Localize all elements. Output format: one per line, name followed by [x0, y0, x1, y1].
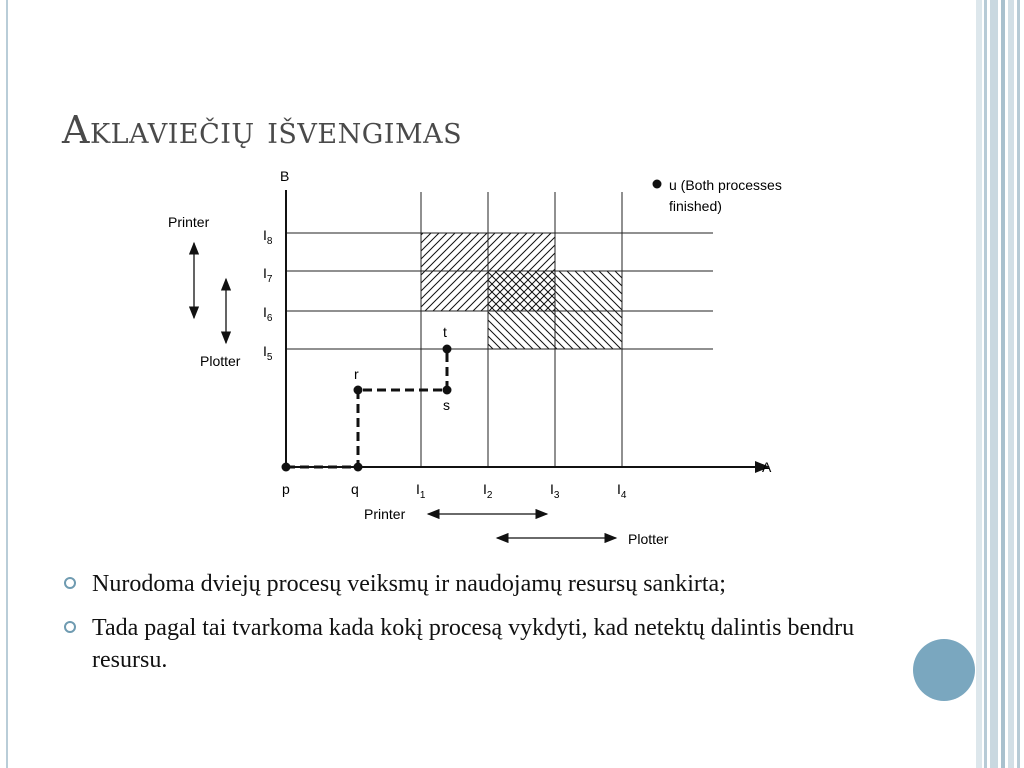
bullet-item	[62, 612, 862, 676]
x-tick-i3: $I_3$	[550, 481, 560, 501]
bottom-printer-label: Printer	[364, 506, 406, 522]
execution-trajectory	[286, 349, 447, 467]
legend-u-line2: finished)	[669, 198, 722, 214]
y-tick-i7: $I_7$	[263, 265, 273, 285]
y-tick-i5: $I_5$	[263, 343, 273, 363]
point-r-label: r	[354, 366, 359, 382]
bullet-text: Nurodoma dviejų procesų veiksmų ir naudojamų resursų sankirta;	[92, 571, 726, 597]
point-u-legend	[653, 180, 662, 189]
x-tick-i4: $I_4$	[617, 481, 627, 501]
point-p-label: p	[282, 481, 290, 497]
slide-title: Aklaviečių išvengimas	[62, 108, 463, 152]
axis-a-label: A	[762, 459, 772, 475]
x-tick-i1: $I_1$	[416, 481, 426, 501]
circle-bullet-icon	[64, 621, 76, 633]
circle-bullet-icon	[64, 577, 76, 589]
point-q-label: q	[351, 481, 359, 497]
y-tick-i6: $I_6$	[263, 304, 273, 324]
point-q	[354, 463, 363, 472]
bottom-plotter-label: Plotter	[628, 531, 669, 547]
bullet-item	[62, 568, 862, 600]
axis-b-label: B	[280, 168, 290, 184]
point-r	[354, 386, 363, 395]
point-t	[443, 345, 452, 354]
point-t-label: t	[443, 324, 447, 340]
x-tick-i2: $I_2$	[483, 481, 493, 501]
point-s	[443, 386, 452, 395]
point-s-label: s	[443, 397, 450, 413]
bullet-list	[62, 568, 862, 688]
left-printer-label: Printer	[168, 214, 210, 230]
point-p	[282, 463, 291, 472]
decorative-circle	[913, 639, 975, 701]
bullet-text: Tada pagal tai tvarkoma kada kokį procesą vykdyti, kad netektų dalintis bendru resursu.	[92, 615, 855, 673]
left-plotter-label: Plotter	[200, 353, 241, 369]
y-tick-i8: $I_8$	[263, 227, 273, 247]
legend-u-line1: u (Both processes	[669, 177, 782, 193]
